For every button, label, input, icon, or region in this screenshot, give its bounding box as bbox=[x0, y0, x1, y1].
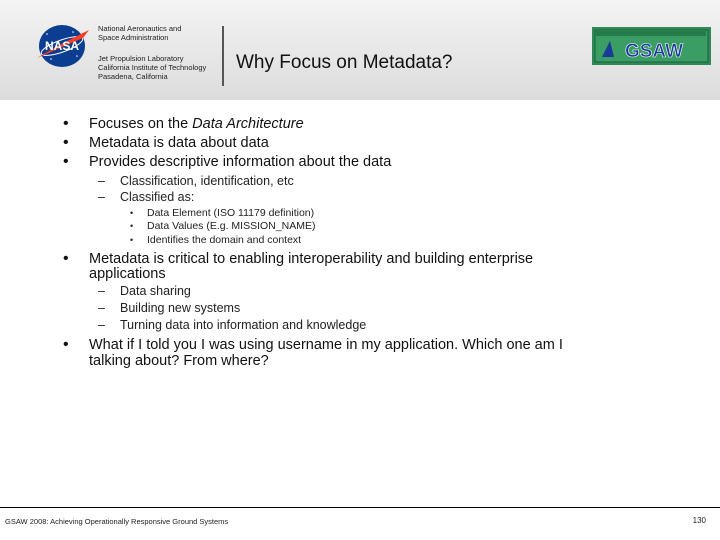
list-item-text: Identifies the domain and context bbox=[147, 234, 302, 246]
bullet-marker: • bbox=[63, 153, 69, 170]
bullet-text-italic: Data Architecture bbox=[192, 116, 304, 132]
bullet-interoperability bbox=[63, 250, 534, 267]
bullet-marker: • bbox=[130, 221, 134, 231]
bullet-marker: • bbox=[63, 336, 69, 353]
bullet-marker: • bbox=[130, 208, 134, 218]
bullet-marker: • bbox=[63, 134, 69, 151]
sub-bullet-data-sharing bbox=[98, 284, 191, 298]
bullet-text: Focuses on the bbox=[89, 116, 193, 132]
dash-marker: – bbox=[98, 284, 105, 298]
list-item bbox=[130, 207, 315, 219]
dash-marker: – bbox=[98, 190, 105, 204]
footer-text: GSAW 2008: Achieving Operationally Responsive Ground Systems bbox=[5, 517, 229, 526]
dash-marker: – bbox=[98, 174, 105, 188]
sub-bullet-text: Turning data into information and knowledge bbox=[120, 318, 367, 332]
nasa-org-name: National Aeronautics and Space Administration bbox=[98, 24, 182, 42]
list-item-text: Data Values (E.g. MISSION_NAME) bbox=[147, 220, 316, 232]
footer-divider bbox=[0, 507, 720, 508]
slide-title: Why Focus on Metadata? bbox=[236, 52, 453, 73]
sub-bullet-text: Classified as: bbox=[120, 190, 195, 204]
sub-bullet-classified-as bbox=[98, 190, 195, 204]
bullet-descriptive-info bbox=[63, 153, 392, 170]
bullet-text: Metadata is critical to enabling interoperability and building enterprise bbox=[89, 251, 534, 267]
sub-bullet-classification bbox=[98, 174, 294, 188]
dash-marker: – bbox=[98, 318, 105, 332]
bullet-marker: • bbox=[63, 115, 69, 132]
jpl-org-name: Jet Propulsion Laboratory California Institute of Technology Pasadena, California bbox=[98, 54, 207, 81]
page-number: 130 bbox=[692, 516, 706, 525]
sub-bullet-text: Data sharing bbox=[120, 284, 191, 298]
svg-text:GSAW: GSAW bbox=[624, 41, 684, 62]
sub-bullet-text: Classification, identification, etc bbox=[120, 174, 294, 188]
sub-bullet-text: Building new systems bbox=[120, 301, 241, 315]
list-item bbox=[130, 220, 316, 232]
dash-marker: – bbox=[98, 301, 105, 315]
bullet-text: talking about? From where? bbox=[89, 353, 269, 369]
bullet-marker: • bbox=[130, 235, 134, 245]
sub-bullet-new-systems bbox=[98, 301, 241, 315]
list-item bbox=[130, 234, 302, 246]
bullet-interoperability-cont bbox=[89, 266, 166, 282]
bullet-data-architecture bbox=[63, 115, 304, 132]
bullet-metadata-definition bbox=[63, 134, 269, 151]
svg-text:NASA: NASA bbox=[44, 39, 80, 53]
bullet-marker: • bbox=[63, 250, 69, 267]
bullet-username-question bbox=[63, 336, 563, 353]
bullet-username-question-cont bbox=[89, 353, 269, 369]
list-item-text: Data Element (ISO 11179 definition) bbox=[147, 207, 315, 219]
sub-bullet-knowledge bbox=[98, 318, 367, 332]
bullet-text: What if I told you I was using username in my application. Which one am I bbox=[89, 337, 563, 353]
bullet-text: applications bbox=[89, 266, 166, 282]
bullet-text: Metadata is data about data bbox=[89, 135, 269, 151]
bullet-text: Provides descriptive information about the data bbox=[89, 154, 392, 170]
